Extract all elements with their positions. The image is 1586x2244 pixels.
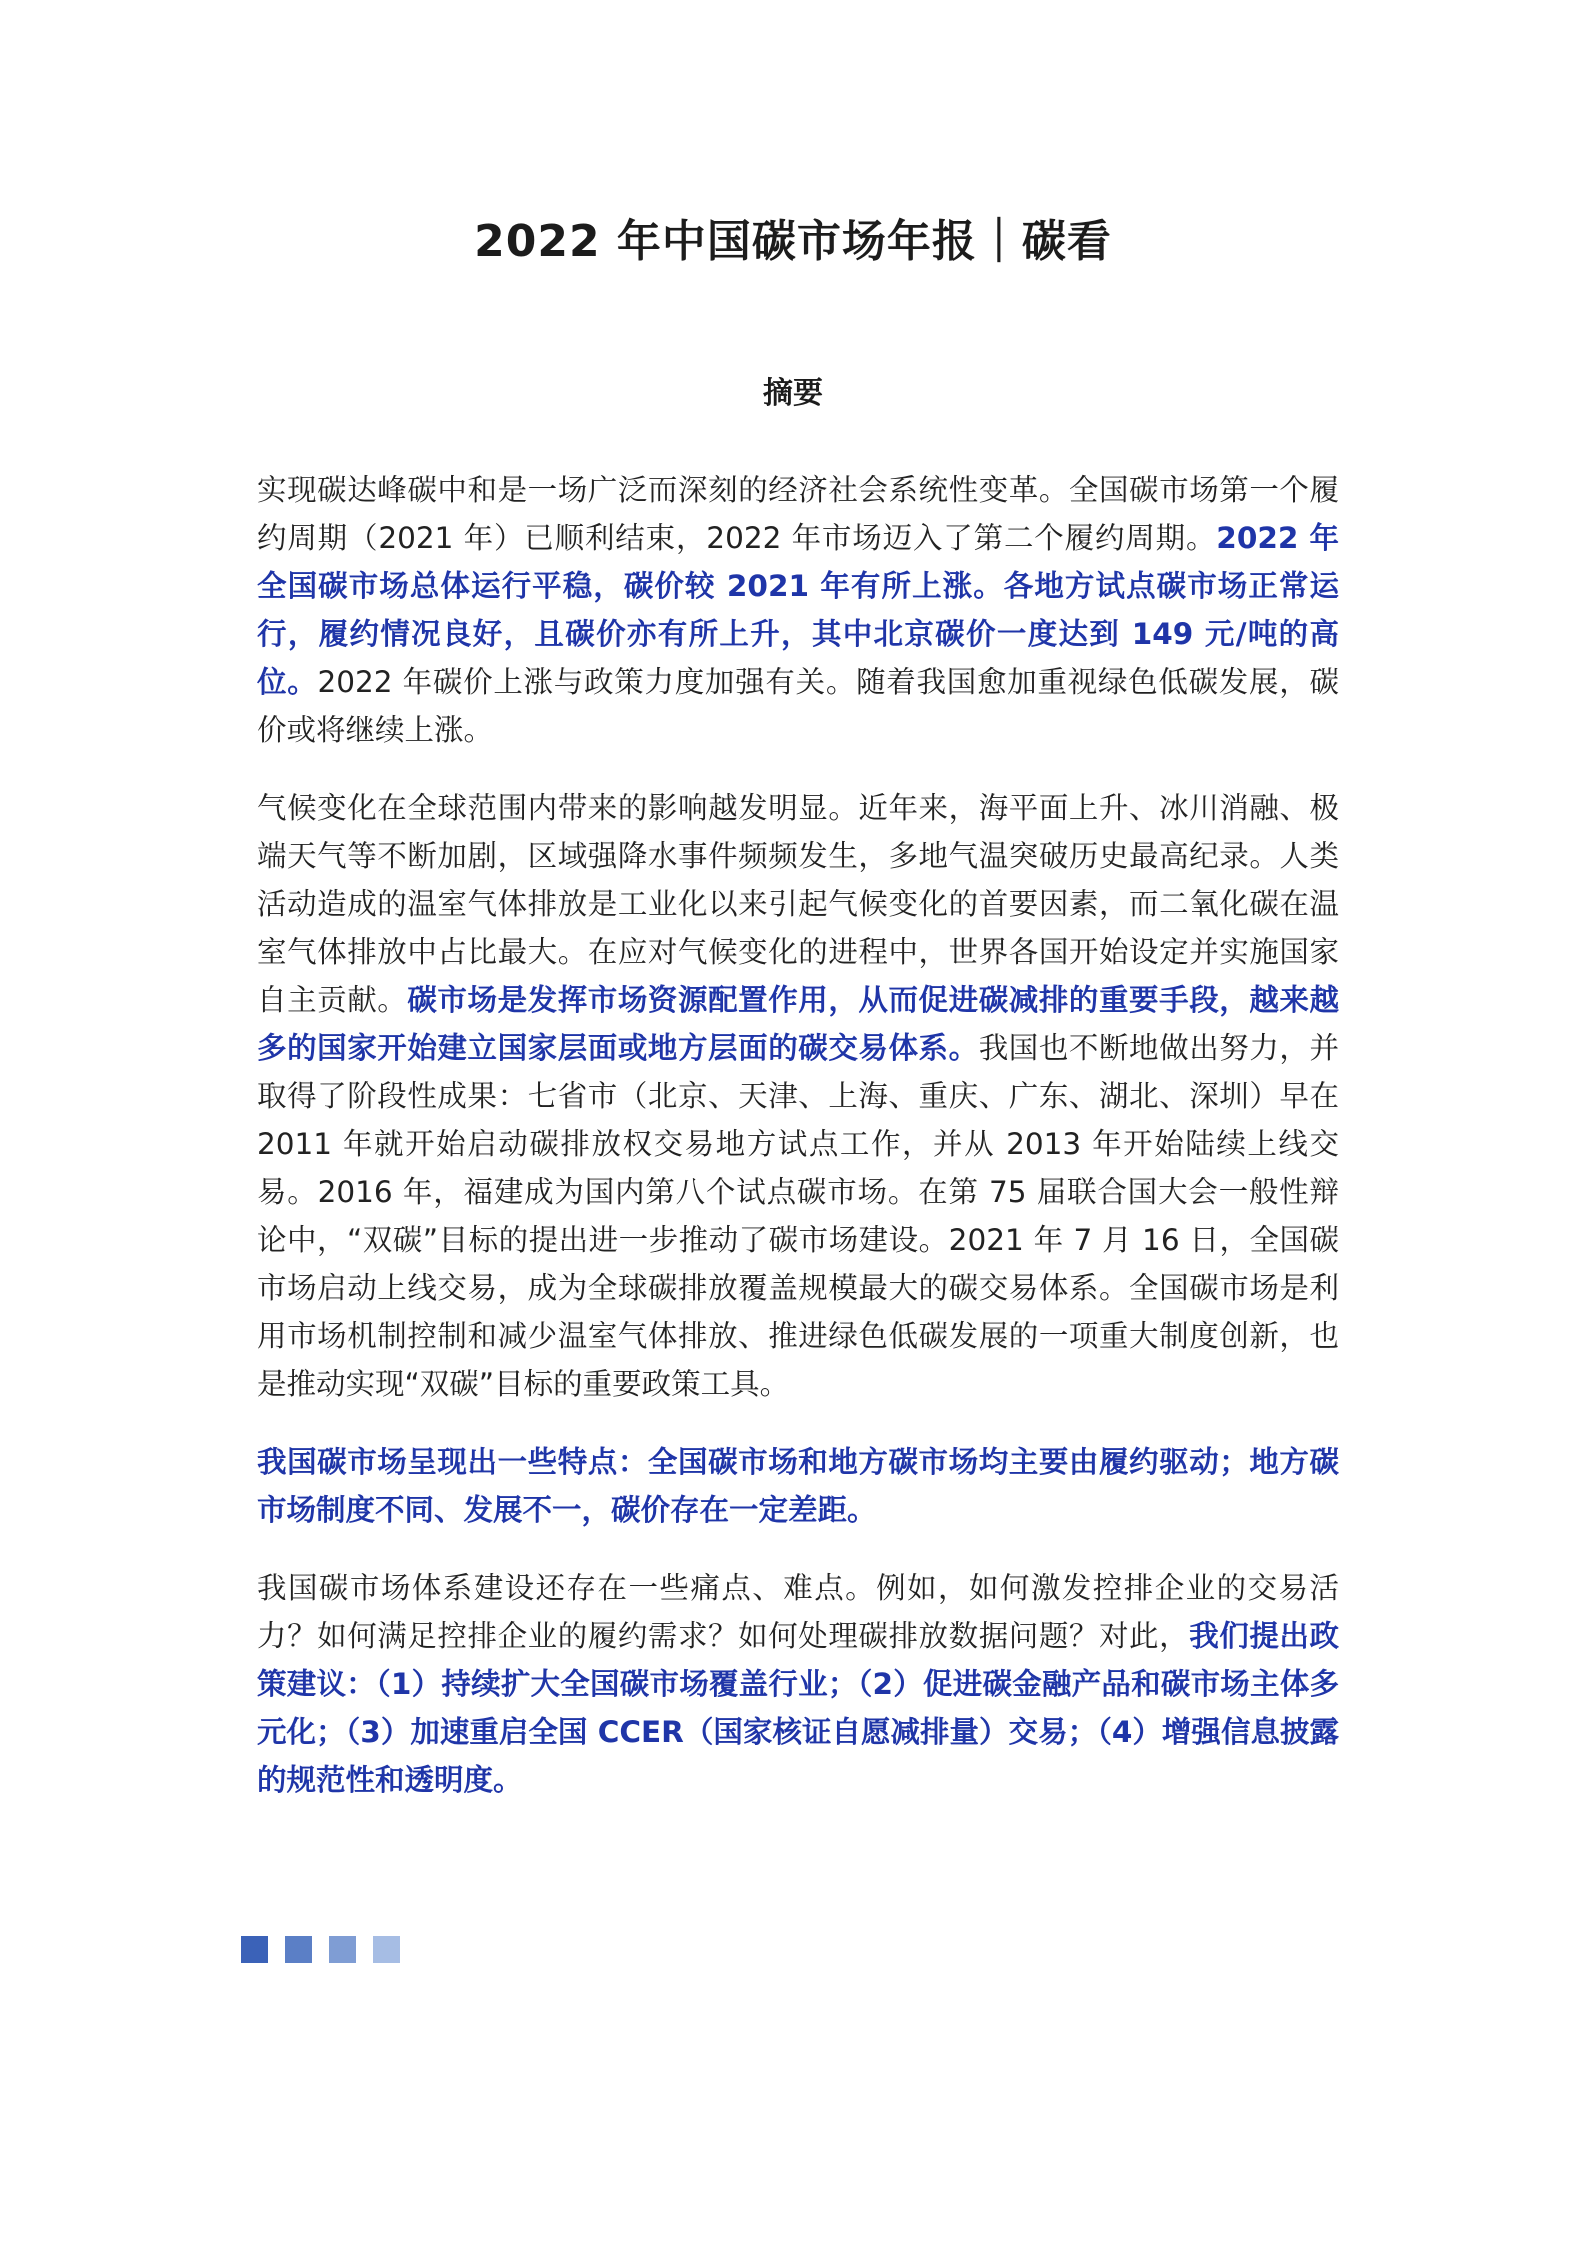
decorative-square-2: [285, 1936, 312, 1963]
decorative-square-4: [373, 1936, 400, 1963]
abstract-body: [257, 466, 1339, 1834]
decorative-square-1: [241, 1936, 268, 1963]
decorative-squares: [241, 1936, 400, 1963]
paragraph-3-highlight: 我国碳市场呈现出一些特点：全国碳市场和地方碳市场均主要由履约驱动；地方碳市场制度不同、发展不一，碳价存在一定差距。: [257, 1445, 1339, 1527]
paragraph-4-text-1: 我国碳市场体系建设还存在一些痛点、难点。例如，如何激发控排企业的交易活力？如何满足控排企业的履约需求？如何处理碳排放数据问题？对此，: [257, 1571, 1339, 1653]
paragraph-1: [257, 466, 1339, 754]
paragraph-2: [257, 784, 1339, 1408]
decorative-square-3: [329, 1936, 356, 1963]
paragraph-1-text-2: 2022 年碳价上涨与政策力度加强有关。随着我国愈加重视绿色低碳发展，碳价或将继续上涨。: [257, 665, 1339, 747]
paragraph-4: [257, 1564, 1339, 1804]
paragraph-1-highlight: 2022 年全国碳市场总体运行平稳，碳价较 2021 年有所上涨。各地方试点碳市场正常运行，履约情况良好，且碳价亦有所上升，其中北京碳价一度达到 149 元/吨的高位。: [257, 521, 1340, 699]
paragraph-1-text-1: 实现碳达峰碳中和是一场广泛而深刻的经济社会系统性变革。全国碳市场第一个履约周期（2021 年）已顺利结束，2022 年市场迈入了第二个履约周期。: [257, 473, 1339, 555]
paragraph-2-text-1: 气候变化在全球范围内带来的影响越发明显。近年来，海平面上升、冰川消融、极端天气等不断加剧，区域强降水事件频频发生，多地气温突破历史最高纪录。人类活动造成的温室气体排放是工业化以来引起气候变化的首要因素，而二氧化碳在温室气体排放中占比最大。在应对气候变化的进程中，世界各国开始设定并实施国家自主贡献。: [257, 791, 1339, 1017]
section-heading-abstract: 摘要: [763, 376, 823, 411]
page-title: 2022 年中国碳市场年报｜碳看: [474, 216, 1112, 267]
paragraph-3: [257, 1438, 1339, 1534]
paragraph-2-highlight: 碳市场是发挥市场资源配置作用，从而促进碳减排的重要手段，越来越多的国家开始建立国家层面或地方层面的碳交易体系。: [257, 983, 1339, 1065]
paragraph-2-text-2: 我国也不断地做出努力，并取得了阶段性成果：七省市（北京、天津、上海、重庆、广东、湖北、深圳）早在 2011 年就开始启动碳排放权交易地方试点工作，并从 2013 年开始陆续上线交易。2016 年，福建成为国内第八个试点碳市场。在第 75 届联合国大会一般性辩论中，“双碳”目标的提出进一步推动了碳市场建设。2021 年 7 月 16 日，全国碳市场启动上线交易，成为全球碳排放覆盖规模最大的碳交易体系。全国碳市场是利用市场机制控制和减少温室气体排放、推进绿色低碳发展的一项重大制度创新，也是推动实现“双碳”目标的重要政策工具。: [257, 1031, 1339, 1401]
paragraph-4-highlight: 我们提出政策建议：（1）持续扩大全国碳市场覆盖行业；（2）促进碳金融产品和碳市场主体多元化；（3）加速重启全国 CCER（国家核证自愿减排量）交易；（4）增强信息披露的规范性和透明度。: [257, 1619, 1339, 1797]
